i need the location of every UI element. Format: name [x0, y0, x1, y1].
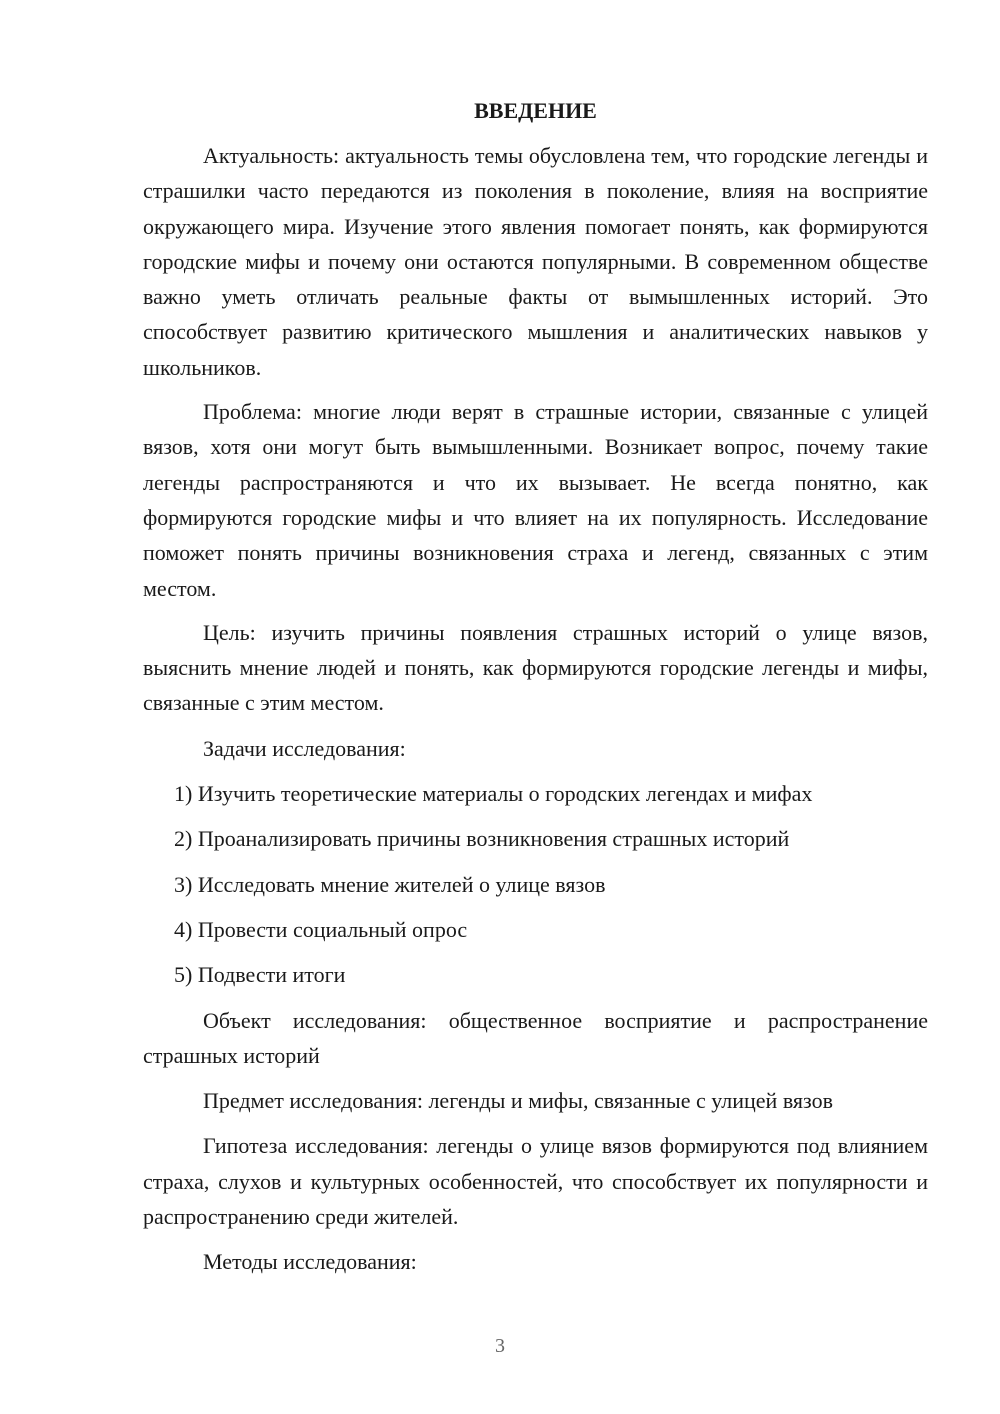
paragraph-goal: Цель: изучить причины появления страшных историй о улице вязов, выяснить мнение людей и понять, как формируются городские легенды и мифы, связанные с этим местом.: [143, 619, 928, 716]
list-item: 4) Провести социальный опрос: [174, 916, 468, 942]
section-title: ВВЕДЕНИЕ: [474, 98, 597, 123]
list-item: 2) Проанализировать причины возникновения страшных историй: [174, 826, 790, 852]
page-number: 3: [495, 1335, 505, 1357]
list-item: 3) Исследовать мнение жителей о улице вязов: [174, 871, 606, 897]
paragraph-problem: Проблема: многие люди верят в страшные истории, связанные с улицей вязов, хотя они могут быть вымышленными. Возникает вопрос, почему такие легенды распространяются и что их вызывает. Не всегда понятно, как формируются городские мифы и что влияет на их популярность. Исследование поможет понять причины возникновения страха и легенд, связанных с этим местом.: [143, 399, 928, 601]
paragraph-hypothesis: Гипотеза исследования: легенды о улице вязов формируются под влиянием страха, слухов и культурных особенностей, что способствует их популярности и распространению среди жителей.: [143, 1133, 928, 1230]
tasks-list: [143, 776, 928, 992]
paragraph-relevance: Актуальность: актуальность темы обусловлена тем, что городские легенды и страшилки часто передаются из поколения в поколение, влияя на восприятие окружающего мира. Изучение этого явления помогает понять, как формируются городские мифы и почему они остаются популярными. В современном обществе важно уметь отличать реальные факты от вымышленных историй. Это способствует развитию критического мышления и аналитических навыков у школьников.: [143, 143, 928, 380]
methods-heading: Методы исследования:: [203, 1249, 417, 1275]
list-item: 5) Подвести итоги: [174, 962, 346, 988]
tasks-heading: Задачи исследования:: [203, 735, 406, 761]
document-page: [143, 92, 928, 1280]
paragraph-subject: Предмет исследования: легенды и мифы, связанные с улицей вязов: [203, 1088, 833, 1114]
list-item: 1) Изучить теоретические материалы о городских легендах и мифах: [174, 781, 813, 807]
paragraph-object: Объект исследования: общественное восприятие и распространение страшных историй: [143, 1007, 928, 1068]
